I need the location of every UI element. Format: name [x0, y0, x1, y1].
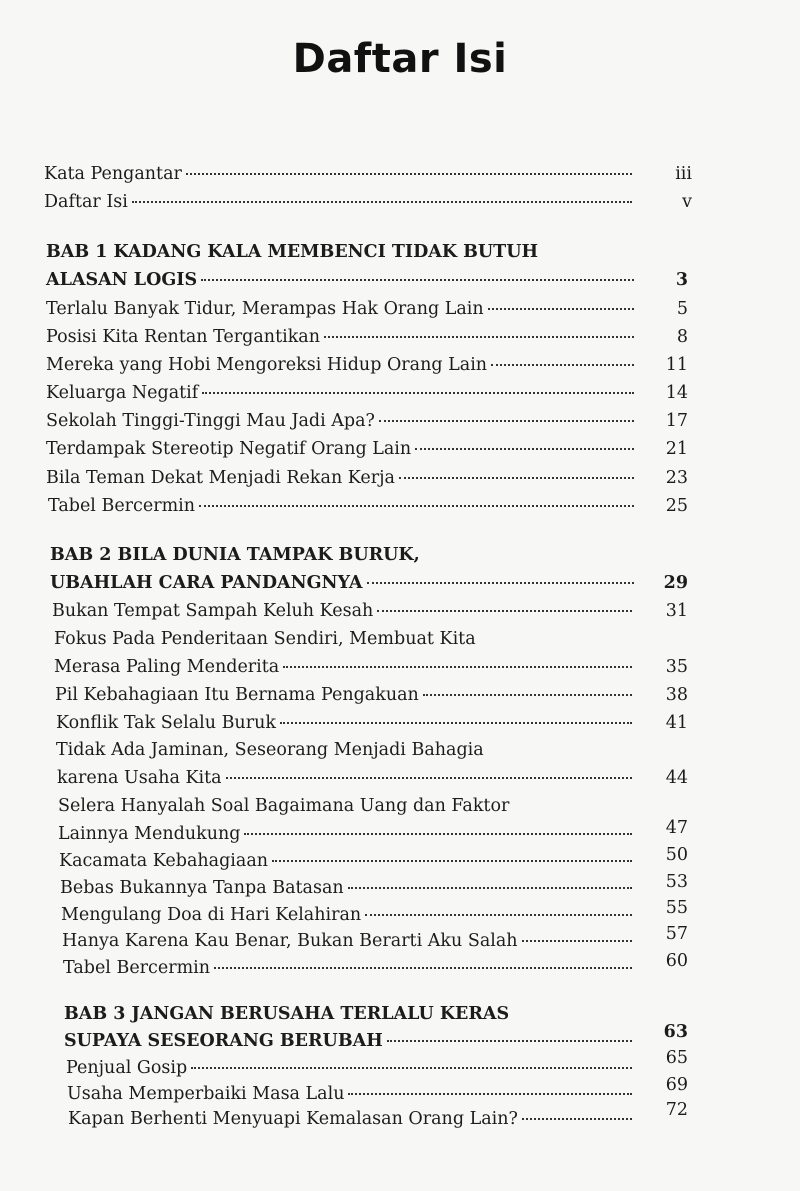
toc-page-number: 21: [665, 439, 688, 459]
dot-leader: [132, 201, 632, 203]
dot-leader: [348, 887, 632, 889]
toc-page-number: 47: [665, 818, 688, 838]
toc-page-number: 50: [665, 845, 688, 865]
toc-entry-chapter-2[interactable]: [50, 571, 638, 595]
page-title: Daftar Isi: [292, 36, 508, 82]
dot-leader: [367, 582, 635, 584]
dot-leader: [283, 666, 632, 668]
toc-page-number: 25: [665, 496, 688, 516]
toc-page-number: 57: [665, 924, 688, 944]
dot-leader: [272, 860, 632, 862]
toc-page-number: iii: [675, 164, 692, 184]
dot-leader: [202, 392, 634, 394]
toc-entry[interactable]: [55, 683, 636, 707]
dot-leader: [522, 940, 632, 942]
toc-entry[interactable]: [46, 381, 638, 405]
entry-label: Merasa Paling Menderita: [54, 657, 280, 677]
dot-leader: [399, 477, 634, 479]
entry-label: Sekolah Tinggi-Tinggi Mau Jadi Apa?: [46, 411, 375, 431]
entry-label: Usaha Memperbaiki Masa Lalu: [67, 1084, 345, 1104]
entry-label: Pil Kebahagiaan Itu Bernama Pengakuan: [55, 685, 419, 705]
toc-page-number: 11: [665, 355, 688, 375]
entry-label: ALASAN LOGIS: [46, 270, 198, 290]
toc-page-number: 63: [663, 1022, 688, 1042]
dot-leader: [191, 1067, 632, 1069]
toc-page-number: 17: [665, 411, 688, 431]
toc-entry[interactable]: [46, 437, 638, 461]
toc-page-number: 38: [665, 685, 688, 705]
toc-entry[interactable]: [54, 655, 636, 679]
toc-entry[interactable]: [68, 1107, 636, 1131]
entry-label: Kata Pengantar: [44, 164, 182, 184]
entry-label-line1: Fokus Pada Penderitaan Sendiri, Membuat Kita: [54, 629, 476, 649]
toc-page-number: 72: [665, 1100, 688, 1120]
toc-entry-daftar-isi[interactable]: [44, 190, 636, 214]
entry-label: Bukan Tempat Sampah Keluh Kesah: [52, 601, 374, 621]
dot-leader: [244, 833, 632, 835]
entry-label: Terlalu Banyak Tidur, Merampas Hak Orang Lain: [46, 299, 484, 319]
toc-page-number: 65: [665, 1048, 688, 1068]
toc-page-number: 14: [665, 383, 688, 403]
dot-leader: [415, 448, 634, 450]
toc-entry[interactable]: [46, 297, 638, 321]
toc-entry[interactable]: [61, 903, 636, 927]
toc-entry[interactable]: [67, 1082, 636, 1106]
toc-page-number: v: [682, 192, 692, 212]
dot-leader: [423, 694, 632, 696]
entry-label: Konflik Tak Selalu Buruk: [56, 713, 276, 733]
entry-label: Kacamata Kebahagiaan: [59, 851, 269, 871]
entry-label-line1: Selera Hanyalah Soal Bagaimana Uang dan Faktor: [58, 796, 510, 816]
dot-leader: [379, 420, 634, 422]
toc-entry[interactable]: [46, 409, 638, 433]
dot-leader: [377, 610, 632, 612]
dot-leader: [226, 777, 632, 779]
entry-label: Bebas Bukannya Tanpa Batasan: [60, 878, 344, 898]
entry-label: Lainnya Mendukung: [58, 824, 241, 844]
entry-label: SUPAYA SESEORANG BERUBAH: [64, 1031, 383, 1051]
dot-leader: [348, 1093, 632, 1095]
entry-label: Mereka yang Hobi Mengoreksi Hidup Orang Lain: [46, 355, 488, 375]
dot-leader: [365, 914, 632, 916]
entry-label: Kapan Berhenti Menyuapi Kemalasan Orang Lain?: [68, 1109, 518, 1129]
dot-leader: [488, 308, 634, 310]
toc-page-number: 29: [663, 573, 688, 593]
toc-page-number: 3: [675, 270, 688, 290]
toc-entry[interactable]: [57, 766, 636, 790]
toc-entry-chapter-1[interactable]: [46, 268, 638, 292]
toc-entry[interactable]: [58, 822, 636, 846]
toc-entry[interactable]: [52, 599, 636, 623]
chapter-2-heading-line1: BAB 2 BILA DUNIA TAMPAK BURUK,: [50, 545, 420, 565]
toc-entry[interactable]: [62, 929, 636, 953]
entry-label: Posisi Kita Rentan Tergantikan: [46, 327, 321, 347]
toc-page-number: 69: [665, 1075, 688, 1095]
toc-page-number: 44: [665, 768, 688, 788]
entry-label: Hanya Karena Kau Benar, Bukan Berarti Aku Salah: [62, 931, 518, 951]
entry-label: Penjual Gosip: [66, 1058, 188, 1078]
dot-leader: [280, 722, 632, 724]
entry-label: UBAHLAH CARA PANDANGNYA: [50, 573, 363, 593]
entry-label: Mengulang Doa di Hari Kelahiran: [61, 905, 362, 925]
toc-entry[interactable]: [46, 353, 638, 377]
dot-leader: [201, 279, 634, 281]
toc-entry[interactable]: [63, 956, 636, 980]
toc-page-number: 60: [665, 951, 688, 971]
entry-label: Daftar Isi: [44, 192, 128, 212]
toc-page-number: 41: [665, 713, 688, 733]
dot-leader: [491, 364, 634, 366]
entry-label: Tabel Bercermin: [63, 958, 211, 978]
chapter-3-heading-line1: BAB 3 JANGAN BERUSAHA TERLALU KERAS: [64, 1004, 510, 1024]
toc-page-number: 23: [665, 468, 688, 488]
entry-label: Bila Teman Dekat Menjadi Rekan Kerja: [46, 468, 395, 488]
toc-page-number: 55: [665, 898, 688, 918]
dot-leader: [522, 1118, 632, 1120]
toc-page-number: 8: [676, 327, 688, 347]
entry-label-line1: Tidak Ada Jaminan, Seseorang Menjadi Bahagia: [56, 740, 484, 760]
toc-entry[interactable]: [60, 876, 636, 900]
toc-page-number: 35: [665, 657, 688, 677]
entry-label: Tabel Bercermin: [48, 496, 196, 516]
toc-entry[interactable]: [46, 466, 638, 490]
dot-leader: [324, 336, 634, 338]
toc-entry[interactable]: [66, 1056, 636, 1080]
toc-entry[interactable]: [48, 494, 638, 518]
dot-leader: [214, 967, 632, 969]
toc-page-number: 31: [665, 601, 688, 621]
chapter-1-heading-line1: BAB 1 KADANG KALA MEMBENCI TIDAK BUTUH: [46, 242, 538, 262]
toc-entry[interactable]: [46, 325, 638, 349]
toc-entry[interactable]: [56, 711, 636, 735]
dot-leader: [199, 505, 634, 507]
toc-entry-chapter-3[interactable]: [64, 1029, 636, 1053]
entry-label: karena Usaha Kita: [57, 768, 222, 788]
toc-entry-kata-pengantar[interactable]: [44, 162, 636, 186]
entry-label: Keluarga Negatif: [46, 383, 199, 403]
toc-page-number: 53: [665, 872, 688, 892]
toc-entry[interactable]: [59, 849, 636, 873]
dot-leader: [387, 1040, 632, 1042]
entry-label: Terdampak Stereotip Negatif Orang Lain: [46, 439, 412, 459]
toc-page-number: 5: [676, 299, 688, 319]
dot-leader: [186, 173, 632, 175]
